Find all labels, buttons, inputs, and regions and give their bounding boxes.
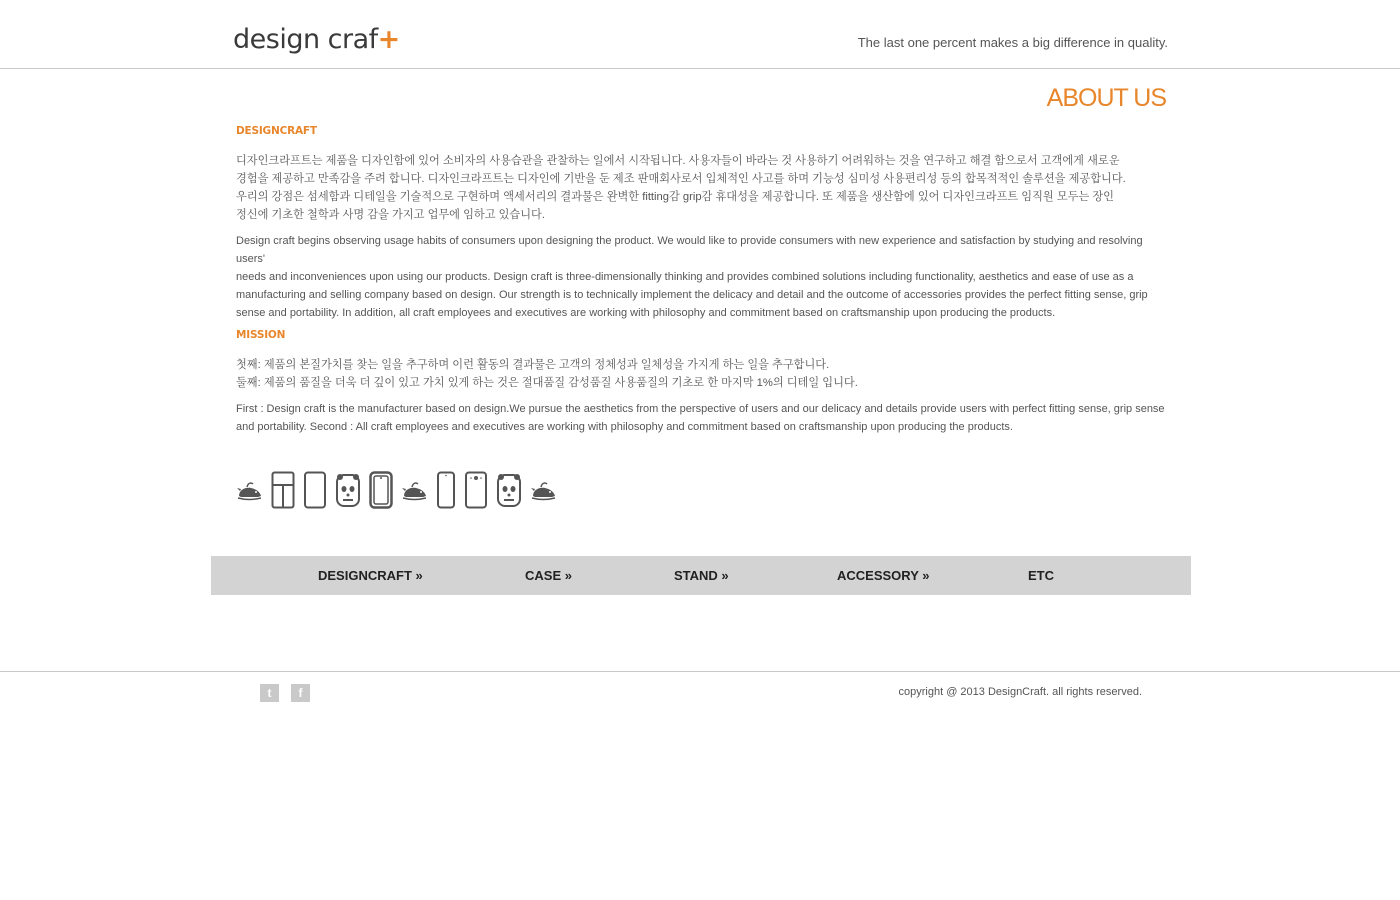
whale-icon (530, 479, 557, 501)
text-line: First : Design craft is the manufacturer based on design.We pursue the aesthetics from the perspective of users and our delicacy and details provide users with perfect fitting sense, grip sense (236, 403, 1165, 415)
text-line: 디자인크라프트는 제품을 디자인함에 있어 소비자의 사용습관을 관찰하는 일에서 시작됩니다. 사용자들이 바라는 것 사용하기 어려워하는 것을 연구하고 해결 함으로서 고객에게 새로운 (236, 155, 1120, 167)
page-title: ABOUT US (1046, 84, 1166, 112)
text-line: sense and portability. In addition, all craft employees and executives are working with philosophy and commitment based on craftsmanship upon producing the products. (236, 307, 1056, 319)
twitter-icon[interactable] (260, 684, 279, 702)
logo[interactable] (233, 25, 400, 55)
text-line: and portability. Second : All craft employees and executives are working with philosophy and commitment based on craftsmanship upon producing the products. (236, 421, 1013, 433)
phone-icon (303, 471, 327, 509)
text-line: 첫째: 제품의 본질가치를 찾는 일을 추구하며 이런 활동의 결과물은 고객의 정체성과 일체성을 가지게 하는 일을 추구합니다. (236, 359, 830, 371)
nav-etc[interactable]: ETC (1028, 568, 1054, 583)
designcraft-english-text (236, 232, 1166, 322)
logo-text: design craf (233, 24, 378, 55)
facebook-glyph: f (298, 686, 303, 700)
nav-accessory[interactable]: ACCESSORY » (837, 568, 930, 583)
designcraft-section (236, 125, 1166, 322)
camera-phone-icon (464, 471, 488, 509)
panda-phone-icon (496, 472, 522, 508)
mission-english-text (236, 400, 1166, 436)
logo-plus: + (377, 24, 400, 55)
nav-stand[interactable]: STAND » (674, 568, 729, 583)
text-line: manufacturing and selling company based on design. Our strength is to technically implement the delicacy and detail and the outcome of accessories provides the perfect fitting sense, grip (236, 289, 1148, 301)
main-nav (211, 556, 1191, 595)
text-line: Design craft begins observing usage habits of consumers upon designing the product. We would like to provide consumers with new experience and satisfaction by studying and resolving users' (236, 235, 1143, 265)
text-line: 둘째: 제품의 품질을 더욱 더 깊이 있고 가치 있게 하는 것은 절대품질 감성품질 사용품질의 기초로 한 마지막 1%의 디테일 입니다. (236, 377, 858, 389)
nav-case[interactable]: CASE » (525, 568, 572, 583)
product-icons-row (236, 470, 557, 510)
whale-icon (236, 479, 263, 501)
text-line: 우리의 강점은 섬세함과 디테일을 기술적으로 구현하며 액세서리의 결과물은 완벽한 fitting감 grip감 휴대성을 제공합니다. 또 제품을 생산함에 있어 디자인크라프트 임직원 모두는 장인 (236, 191, 1114, 203)
phone-case-icon (369, 471, 393, 509)
footer-divider (0, 671, 1400, 672)
facebook-icon[interactable] (291, 684, 310, 702)
fridge-icon (271, 471, 295, 509)
copyright-text: copyright @ 2013 DesignCraft. all rights reserved. (898, 686, 1142, 698)
panda-phone-icon (335, 472, 361, 508)
tagline: The last one percent makes a big difference in quality. (857, 35, 1168, 50)
text-line: needs and inconveniences upon using our products. Design craft is three-dimensionally thinking and provides combined solutions including functionality, aesthetics and ease of use as a (236, 271, 1134, 283)
designcraft-korean-text (236, 152, 1166, 224)
section-title-designcraft: DESIGNCRAFT (236, 125, 317, 137)
section-title-mission: MISSION (236, 329, 286, 341)
mission-korean-text (236, 356, 1166, 392)
whale-icon (401, 479, 428, 501)
text-line: 정신에 기초한 철학과 사명 감을 가지고 업무에 임하고 있습니다. (236, 209, 545, 221)
slim-phone-icon (436, 471, 456, 509)
site-header (0, 0, 1400, 69)
nav-designcraft[interactable]: DESIGNCRAFT » (318, 568, 423, 583)
mission-section (236, 329, 1166, 436)
text-line: 경험을 제공하고 만족감을 주려 합니다. 디자인크라프트는 디자인에 기반을 둔 제조 판매회사로서 입체적인 사고를 하며 기능성 심미성 사용편리성 등의 합목적적인 솔루션을 제공합니다. (236, 173, 1126, 185)
twitter-glyph: t (267, 686, 272, 700)
